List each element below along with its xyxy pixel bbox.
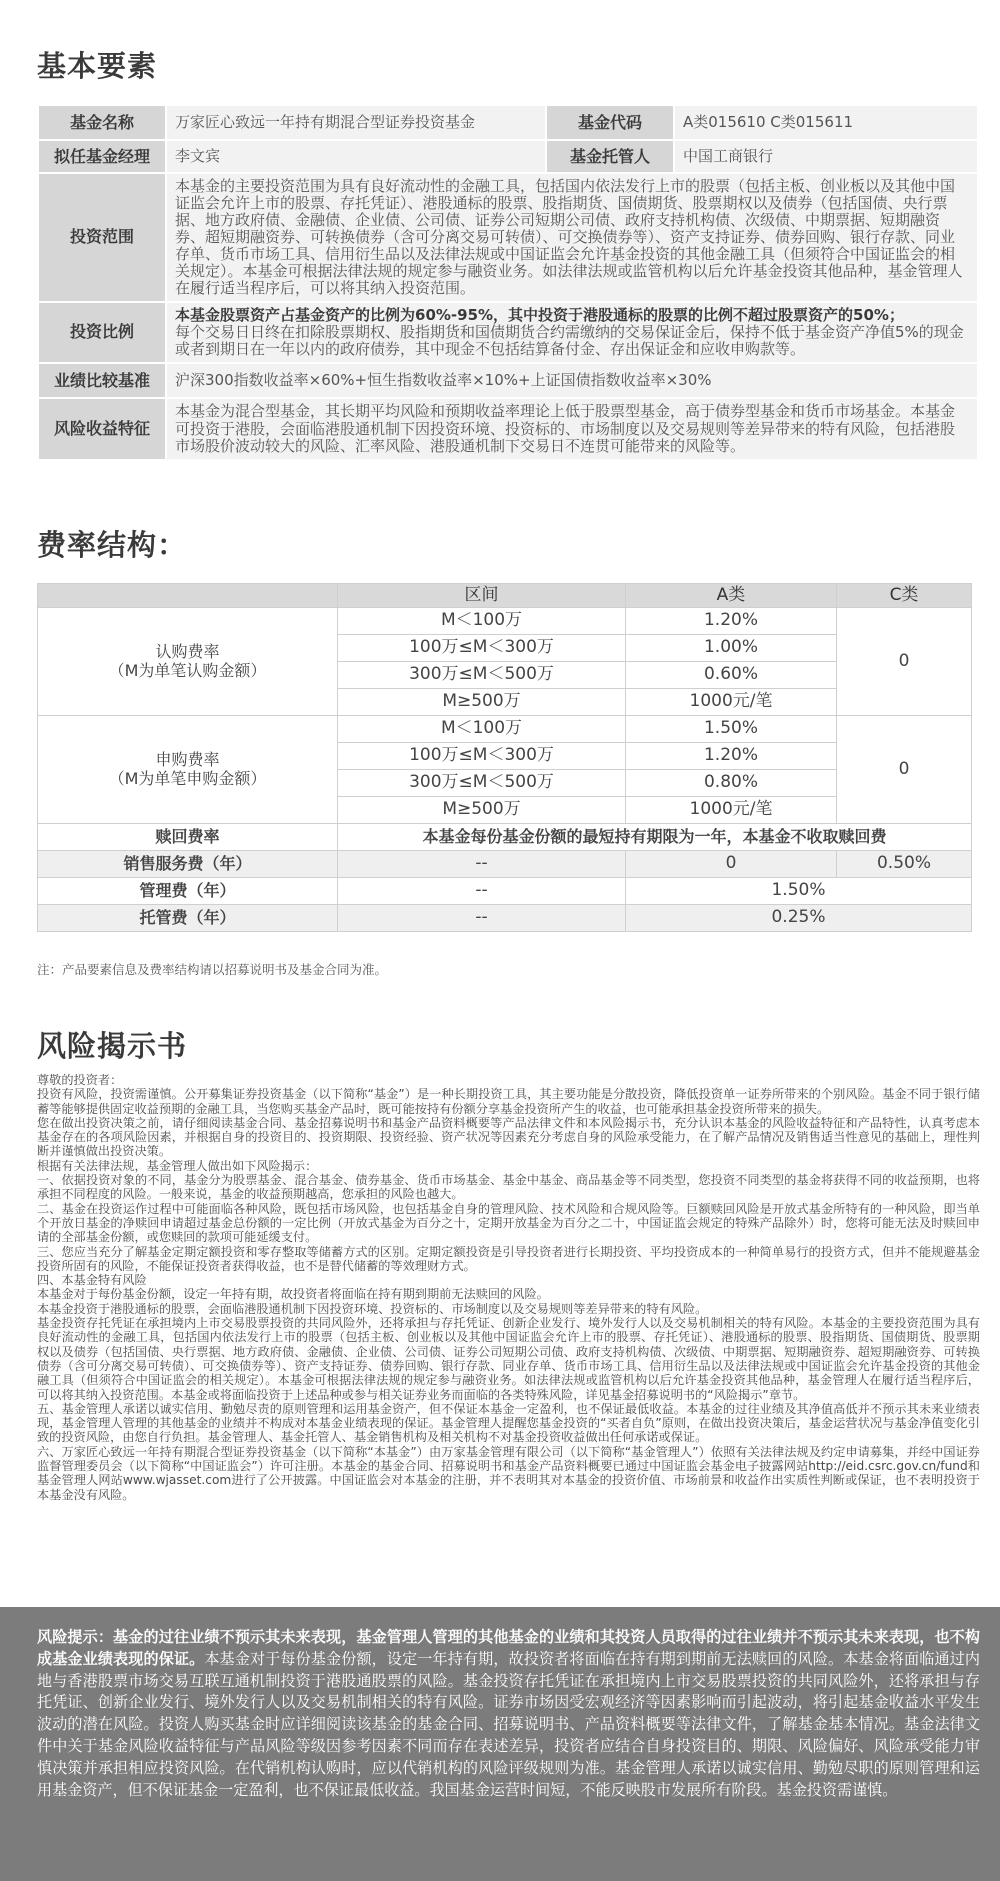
mgmt-fee-interval: -- xyxy=(338,878,626,905)
risk-paragraph: 五、基金管理人承诺以诚实信用、勤勉尽责的原则管理和运用基金资产，但不保证本基金一定盈利，也不保证最低收益。本基金的过往业绩及其净值高低并不预示其未来业绩表现，基金管理人管理的其他基金的业绩并不构成对本基金业绩表现的保证。基金管理人提醒您基金投资的“买者自负”原则，在做出投资决策后，基金运营状况与基金净值变化引致的投资风险，由您自行负担。基金管理人、基金托管人、基金销售机构及相关机构不对基金投资收益做出任何承诺或保证。 xyxy=(37,1401,980,1445)
purchase-fee-subtitle: （M为单笔申购金额） xyxy=(108,768,267,788)
purchase-c: 0 xyxy=(837,716,972,824)
risk-warning-text: 本基金对于每份基金份额，设定一年持有期，故投资者将面临在持有期到期前无法赎回的风险。本基金将面临通过内地与香港股票市场交易互联互通机制投资于港股通股票的风险。基金投资存托凭证在承担境内上市交易股票投资的共同风险外，还将承担与存托凭证、创新企业发行、境外发行人以及交易机制相关的特有风险。证券市场因受宏观经济等因素影响而引起波动，将引起基金收益水平发生波动的潜在风险。投资人购买基金时应详细阅读该基金的基金合同、招募说明书、产品资料概要等法律文件，了解基金基本情况。基金法律文件中关于基金风险收益特征与产品风险等级因参考因素不同而存在表述差异，投资者应结合自身投资目的、期限、风险偏好、风险承受能力审慎决策并承担相应投资风险。在代销机构认购时，应以代销机构的风险评级规则为准。基金管理人承诺以诚实信用、勤勉尽职的原则管理和运用基金资产，但不保证基金一定盈利，也不保证最低收益。我国基金运营时间短，不能反映股市发展所有阶段。基金投资需谨慎。 xyxy=(37,1649,980,1799)
fund-code-label: 基金代码 xyxy=(547,106,673,139)
subscribe-a: 1.00% xyxy=(626,635,837,662)
manager-value: 李文宾 xyxy=(167,141,545,172)
purchase-a: 1.50% xyxy=(626,716,837,743)
basic-elements-table xyxy=(37,104,979,461)
risk-paragraph: 您在做出投资决策之前，请仔细阅读基金合同、基金招募说明书和基金产品资料概要等产品法律文件和本风险揭示书，充分认识本基金的风险收益特征和产品特性，认真考虑本基金存在的各项风险因素，并根据自身的投资目的、投资期限、投资经验、资产状况等因素充分考虑自身的风险承受能力，在了解产品情况及销售适当性意见的基础上，理性判断并谨慎做出投资决策。 xyxy=(37,1115,980,1159)
subscribe-a: 0.60% xyxy=(626,662,837,689)
scope-value: 本基金的主要投资范围为具有良好流动性的金融工具，包括国内依法发行上市的股票（包括主板、创业板以及其他中国证监会允许上市的股票、存托凭证）、港股通标的股票、股指期货、国债期货、股票期权以及债券（包括国债、央行票据、地方政府债、金融债、企业债、公司债、证券公司短期公司债、政府支持机构债、次级债、中期票据、短期融资券、超短期融资券、可转换债券（含可分离交易可转债）、可交换债券等）、资产支持证券、债券回购、银行存款、同业存单、货币市场工具、信用衍生品以及法律法规或中国证监会允许基金投资的其他金融工具（但须符合中国证监会的相关规定）。本基金可根据法律法规的规定参与融资业务。如法律法规或监管机构以后允许基金投资其他品种，基金管理人在履行适当程序后，可以将其纳入投资范围。 xyxy=(167,174,977,301)
fee-note: 注：产品要素信息及费率结构请以招募说明书及基金合同为准。 xyxy=(37,962,388,977)
fee-header-interval: 区间 xyxy=(338,584,626,608)
risk-disclosure-body xyxy=(37,1073,980,1502)
custody-fee-label: 托管费（年） xyxy=(38,905,338,932)
purchase-range: M≥500万 xyxy=(338,797,626,824)
manager-label: 拟任基金经理 xyxy=(39,141,165,172)
risk-disclosure-title: 风险揭示书 xyxy=(37,1029,188,1063)
risk-paragraph: 投资有风险，投资需谨慎。公开募集证券投资基金（以下简称“基金”）是一种长期投资工具，其主要功能是分散投资，降低投资单一证券所带来的个别风险。基金不同于银行储蓄等能够提供固定收益预期的金融工具，当您购买基金产品时，既可能按持有份额分享基金投资所产生的收益，也可能承担基金投资所带来的损失。 xyxy=(37,1087,980,1116)
subscribe-c: 0 xyxy=(837,608,972,716)
sales-fee-label: 销售服务费（年） xyxy=(38,851,338,878)
benchmark-value: 沪深300指数收益率×60%+恒生指数收益率×10%+上证国债指数收益率×30% xyxy=(167,364,977,397)
ratio-bold-text: 本基金股票资产占基金资产的比例为60%-95%，其中投资于港股通标的股票的比例不超过股票资产的50%； xyxy=(175,305,904,324)
risk-paragraph: 一、依据投资对象的不同，基金分为股票基金、混合基金、债券基金、货币市场基金、基金中基金、商品基金等不同类型，您投资不同类型的基金将获得不同的收益预期，也将承担不同程度的风险。一般来说，基金的收益预期越高，您承担的风险也越大。 xyxy=(37,1173,980,1202)
sales-fee-a: 0 xyxy=(626,851,837,878)
basic-elements-title: 基本要素 xyxy=(37,49,158,83)
purchase-a: 1000元/笔 xyxy=(626,797,837,824)
risk-label: 风险收益特征 xyxy=(39,399,165,459)
risk-paragraph: 四、本基金特有风险 xyxy=(37,1273,147,1288)
fee-header-a: A类 xyxy=(626,584,837,608)
fund-name-label: 基金名称 xyxy=(39,106,165,139)
purchase-range: 100万≤M＜300万 xyxy=(338,743,626,770)
fund-code-value: A类015610 C类015611 xyxy=(675,106,977,139)
subscribe-fee-label xyxy=(38,608,338,716)
redeem-fee-text: 本基金每份基金份额的最短持有期限为一年，本基金不收取赎回费 xyxy=(338,824,972,851)
purchase-range: M＜100万 xyxy=(338,716,626,743)
purchase-a: 0.80% xyxy=(626,770,837,797)
risk-paragraph: 尊敬的投资者： xyxy=(37,1073,123,1087)
fee-structure-title: 费率结构： xyxy=(37,528,188,562)
purchase-range: 300万≤M＜500万 xyxy=(338,770,626,797)
fee-table xyxy=(37,583,972,932)
mgmt-fee-value: 1.50% xyxy=(626,878,972,905)
sales-fee-c: 0.50% xyxy=(837,851,972,878)
fee-header-row xyxy=(38,584,972,608)
subscribe-range: 300万≤M＜500万 xyxy=(338,662,626,689)
custody-fee-value: 0.25% xyxy=(626,905,972,932)
subscribe-fee-title: 认购费率 xyxy=(155,642,220,662)
subscribe-a: 1.20% xyxy=(626,608,837,635)
purchase-a: 1.20% xyxy=(626,743,837,770)
ratio-value xyxy=(167,303,977,363)
purchase-fee-label xyxy=(38,716,338,824)
risk-paragraph: 基金投资存托凭证在承担境内上市交易股票投资的共同风险外，还将承担与存托凭证、创新企业发行、境外发行人以及交易机制相关的特有风险。本基金的主要投资范围为具有良好流动性的金融工具，包括国内依法发行上市的股票（包括主板、创业板以及其他中国证监会允许上市的股票、存托凭证）、港股通标的股票、股指期货、国债期货、股票期权以及债券（包括国债、央行票据、地方政府债、金融债、企业债、公司债、证券公司短期公司债、政府支持机构债、次级债、中期票据、短期融资券、超短期融资券、可转换债券（含可分离交易可转债）、可交换债券等）、资产支持证券、债券回购、银行存款、同业存单、货币市场工具、信用衍生品以及法律法规或中国证监会允许基金投资的其他金融工具（但须符合中国证监会的相关规定）。本基金可根据法律法规的规定参与融资业务。如法律法规或监管机构以后允许基金投资其他品种，基金管理人在履行适当程序后，可以将其纳入投资范围。本基金或将面临投资于上述品种或参与相关证券业务而面临的各类特殊风险，详见基金招募说明书的“风险揭示”章节。 xyxy=(37,1316,980,1402)
risk-paragraph: 三、您应当充分了解基金定期定额投资和零存整取等储蓄方式的区别。定期定额投资是引导投资者进行长期投资、平均投资成本的一种简单易行的投资方式，但并不能规避基金投资所固有的风险，不能保证投资者获得收益，也不是替代储蓄的等效理财方式。 xyxy=(37,1244,980,1273)
risk-paragraph: 根据有关法律法规，基金管理人做出如下风险揭示： xyxy=(37,1158,318,1173)
risk-warning-box xyxy=(0,1607,1000,1881)
purchase-fee-title: 申购费率 xyxy=(155,750,220,770)
risk-value: 本基金为混合型基金，其长期平均风险和预期收益率理论上低于股票型基金，高于债券型基金和货币市场基金。本基金可投资于港股，会面临港股通机制下因投资环境、投资标的、市场制度以及交易规则等差异带来的特有风险，包括港股市场股价波动较大的风险、汇率风险、港股通机制下交易日不连贯可能带来的风险等。 xyxy=(167,399,977,459)
fund-name-value: 万家匠心致远一年持有期混合型证券投资基金 xyxy=(167,106,545,139)
fee-header-blank xyxy=(38,584,338,608)
risk-paragraph: 本基金投资于港股通标的股票，会面临港股通机制下因投资环境、投资标的、市场制度以及交易规则等差异带来的特有风险。 xyxy=(37,1301,708,1316)
mgmt-fee-label: 管理费（年） xyxy=(38,878,338,905)
custody-fee-interval: -- xyxy=(338,905,626,932)
subscribe-fee-subtitle: （M为单笔认购金额） xyxy=(108,660,267,680)
subscribe-range: 100万≤M＜300万 xyxy=(338,635,626,662)
risk-paragraph: 本基金对于每份基金份额，设定一年持有期，故投资者将面临在持有期到期前无法赎回的风险。 xyxy=(37,1287,549,1302)
custodian-value: 中国工商银行 xyxy=(675,141,977,172)
sales-fee-interval: -- xyxy=(338,851,626,878)
ratio-label: 投资比例 xyxy=(39,303,165,363)
benchmark-label: 业绩比较基准 xyxy=(39,364,165,397)
subscribe-range: M＜100万 xyxy=(338,608,626,635)
scope-label: 投资范围 xyxy=(39,174,165,301)
ratio-rest-text: 每个交易日日终在扣除股票期权、股指期货和国债期货合约需缴纳的交易保证金后，保持不低于基金资产净值5%的现金或者到期日在一年以内的政府债券，其中现金不包括结算备付金、存出保证金和应收申购款等。 xyxy=(175,322,964,359)
custodian-label: 基金托管人 xyxy=(547,141,673,172)
risk-warning-bold: 风险提示：基金的过往业绩不预示其未来表现，基金管理人管理的其他基金的业绩和其投资人员取得的过往业绩并不预示其未来表现，也不构成基金业绩表现的保证。 xyxy=(37,1628,980,1668)
risk-paragraph: 六、万家匠心致远一年持有期混合型证券投资基金（以下简称“本基金”）由万家基金管理有限公司（以下简称“基金管理人”）依照有关法律法规及约定申请募集，并经中国证券监督管理委员会（以下简称“中国证监会”）许可注册。本基金的基金合同、招募说明书和基金产品资料概要已通过中国证监会基金电子披露网站http://eid.csrc.gov.cn/fund和基金管理人网站www.wjasset.com进行了公开披露。中国证监会对本基金的注册，并不表明其对本基金的投资价值、市场前景和收益作出实质性判断或保证，也不表明投资于本基金没有风险。 xyxy=(37,1444,980,1502)
subscribe-a: 1000元/笔 xyxy=(626,689,837,716)
risk-paragraph: 二、基金在投资运作过程中可能面临各种风险，既包括市场风险，也包括基金自身的管理风险、技术风险和合规风险等。巨额赎回风险是开放式基金所特有的一种风险，即当单个开放日基金的净赎回申请超过基金总份额的一定比例（开放式基金为百分之十，定期开放基金为百分之二十，中国证监会规定的特殊产品除外）时，您将可能无法及时赎回申请的全部基金份额，或您赎回的款项可能延缓支付。 xyxy=(37,1201,980,1245)
fee-header-c: C类 xyxy=(837,584,972,608)
subscribe-range: M≥500万 xyxy=(338,689,626,716)
redeem-fee-label: 赎回费率 xyxy=(38,824,338,851)
